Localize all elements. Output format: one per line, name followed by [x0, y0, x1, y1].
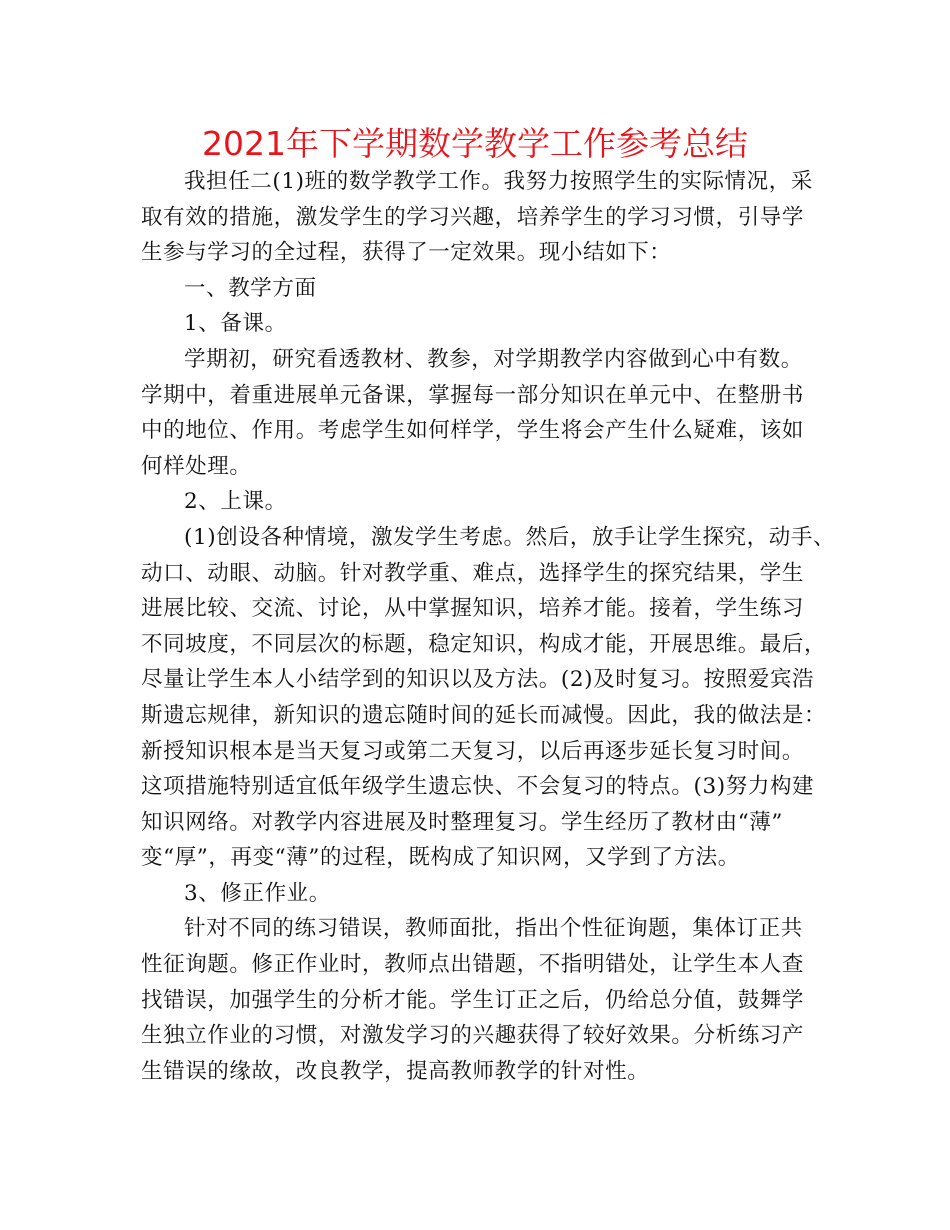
text-line: 学期初，研究看透教材、教参，对学期教学内容做到心中有数。: [184, 346, 803, 372]
text-line: 学期中，着重进展单元备课，掌握每一部分知识在单元中、在整册书: [141, 382, 805, 408]
text-line: 生参与学习的全过程，获得了一定效果。现小结如下：: [141, 240, 672, 266]
text-line: 何样处理。: [141, 453, 252, 479]
text-line: 不同坡度，不同层次的标题，稳定知识，构成才能，开展思维。最后，: [141, 631, 827, 657]
text-line: 性征询题。修正作业时，教师点出错题，不指明错处，让学生本人查: [141, 952, 805, 978]
text-line: 新授知识根本是当天复习或第二天复习，以后再逐步延长复习时间。: [141, 738, 805, 764]
text-line: 针对不同的练习错误，教师面批，指出个性征询题，集体订正共: [184, 916, 803, 942]
text-line: 变“厚”，再变“薄”的过程，既构成了知识网，又学到了方法。: [141, 845, 740, 871]
text-line: 我担任二(1)班的数学教学工作。我努力按照学生的实际情况，采: [184, 169, 813, 194]
document-title: 2021年下学期数学教学工作参考总结: [202, 124, 748, 163]
text-line: 3、修正作业。: [184, 880, 331, 906]
text-line: 知识网络。对教学内容进展及时整理复习。学生经历了教材由“薄”: [141, 809, 783, 835]
text-line: 尽量让学生本人小结学到的知识以及方法。(2)及时复习。按照爱宾浩: [141, 667, 815, 693]
text-line: 斯遗忘规律，新知识的遗忘随时间的延长而减慢。因此，我的做法是：: [141, 702, 827, 728]
text-line: 一、教学方面: [184, 275, 317, 301]
document-body: [141, 164, 836, 1089]
text-line: 中的地位、作用。考虑学生如何样学，学生将会产生什么疑难，该如: [141, 418, 805, 444]
text-line: 进展比较、交流、讨论，从中掌握知识，培养才能。接着，学生练习: [141, 596, 805, 622]
text-line: 生独立作业的习惯，对激发学习的兴趣获得了较好效果。分析练习产: [141, 1023, 805, 1049]
text-line: 找错误，加强学生的分析才能。学生订正之后，仍给总分值，鼓舞学: [141, 987, 805, 1013]
text-line: 1、备课。: [184, 311, 287, 337]
text-line: (1)创设各种情境，激发学生考虑。然后，放手让学生探究，动手、: [184, 524, 836, 550]
text-line: 生错误的缘故，改良教学，提高教师教学的针对性。: [141, 1058, 650, 1084]
text-line: 动口、动眼、动脑。针对教学重、难点，选择学生的探究结果，学生: [141, 560, 805, 586]
text-line: 取有效的措施，激发学生的学习兴趣，培养学生的学习习惯，引导学: [141, 204, 805, 230]
text-line: 这项措施特别适宜低年级学生遗忘快、不会复习的特点。(3)努力构建: [141, 774, 815, 800]
text-line: 2、上课。: [184, 489, 287, 515]
